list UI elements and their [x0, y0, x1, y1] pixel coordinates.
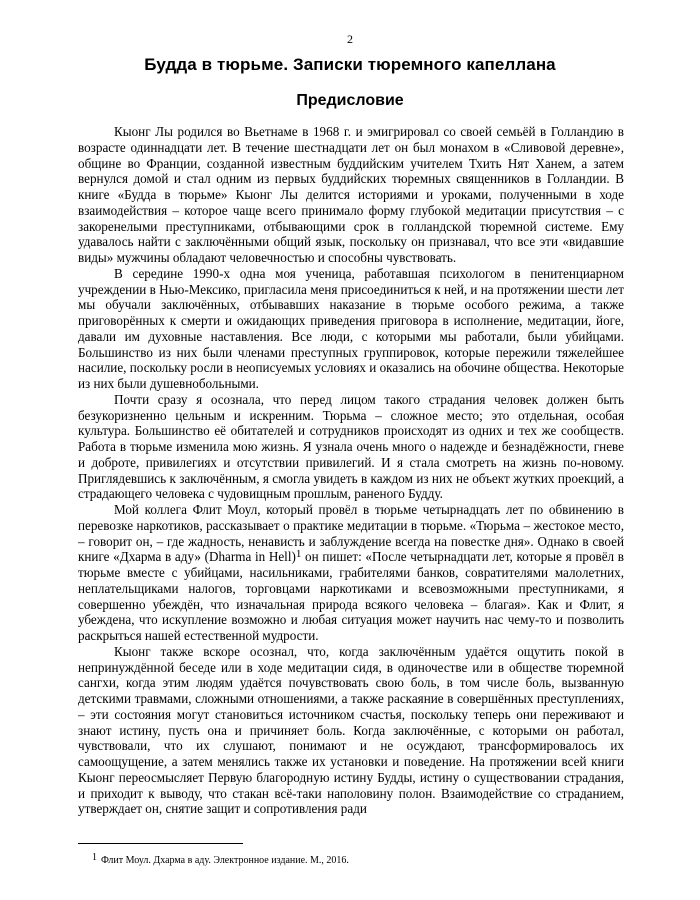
body-text — [78, 124, 624, 817]
paragraph-1: Кыонг Лы родился во Вьетнаме в 1968 г. и эмигрировал со своей семьёй в Голландию в возрасте одиннадцати лет. В течение шестнадцати лет он был монахом в «Сливовой деревне», общине во Франции, созданной известным буддийским учителем Тхить Нят Ханем, а затем вернулся домой и стал одним из первых буддийских тюремных священников в Голландии. В книге «Будда в тюрьме» Кыонг Лы делится историями и уроками, полученными в ходе взаимодействия – которое чаще всего принимало форму глубокой медитации присутствия – с закоренелыми преступниками, отбывающими срок в голландской тюремной системе. Ему удавалось найти с заключёнными общий язык, поскольку он признавал, что все эти «видавшие виды» мужчины обладают человечностью и способны чувствовать. — [78, 124, 624, 265]
paragraph-4 — [78, 502, 624, 644]
page-number: 2 — [347, 32, 353, 46]
footnote-divider — [78, 843, 243, 844]
chapter-title: Предисловие — [296, 92, 404, 109]
paragraph-5: Кыонг также вскоре осознал, что, когда заключённым удаётся ощутить покой в непринуждённой беседе или в ходе медитации сидя, в одиночестве или в обществе тюремной сангхи, когда этим людям удаётся почувствовать свою боль, в том числе боль, вызванную детскими травмами, сложными отношениями, а также раскаяние в совершённых преступлениях, – эти состояния могут становиться источником счастья, поскольку теперь они переживают и знают истину, пусть она и причиняет боль. Когда заключённые, с которыми он работал, чувствовали, что их слушают, понимают и не осуждают, трансформировалось их самоощущение, а затем менялись также их установки и поведение. На протяжении всей книги Кыонг переосмысляет Первую благородную истину Будды, истину о существовании страдания, и приходит к выводу, что стакан всё-таки наполовину полон. Взаимодействие со страданием, утверждает он, снятие защит и сопротивления ради — [78, 643, 624, 817]
paragraph-4-start: Мой коллега Флит Моул, который провёл в тюрьме четырнадцать лет по обвинению в перевозке наркотиков, рассказывает о практике медитации в тюрьме. «Тюрьма – жестокое место, – говорит он, – где жадность, ненависть и заблуждение всегда на повестке дня». Однако в своей книге «Дхарма в аду» (Dharma in Hell) — [78, 502, 624, 565]
paragraph-3: Почти сразу я осознала, что перед лицом такого страдания человек должен быть безукоризненно цельным и искренним. Тюрьма – сложное место; это отдельная, особая культура. Большинство её обитателей и сотрудников происходят из одних и тех же сообществ. Работа в тюрьме изменила мою жизнь. Я узнала очень много о надежде и безнадёжности, гневе и доброте, привилегиях и отсутствии привилегий. И я стала смотреть на жизнь по-новому. Приглядевшись к заключённым, я смогла увидеть в каждом из них не объект жутких проекций, а страдающего человека с чудовищным прошлым, раненого Будду. — [78, 391, 624, 502]
footnote — [92, 852, 349, 866]
footnote-reference[interactable]: 1 — [295, 548, 302, 561]
footnote-number: 1 — [92, 852, 97, 863]
paragraph-2: В середине 1990-х одна моя ученица, работавшая психологом в пенитенциарном учреждении в Нью-Мексико, пригласила меня присоединиться к ней, и на протяжении шести лет мы обучали заключённых, отбывавших наказание в тюрьме особого режима, а также приговорённых к смерти и ожидающих приведения приговора в исполнение, медитации, йоге, давали им духовные наставления. Все люди, с которыми мы работали, были убийцами. Большинство из них были членами преступных группировок, которые пережили тяжелейшее насилие, поскольку росли в неописуемых условиях и оказались на обочине общества. Некоторые из них были душевнобольными. — [78, 265, 624, 391]
footnote-text: Флит Моул. Дхарма в аду. Электронное издание. М., 2016. — [101, 855, 349, 866]
paragraph-4-end: он пишет: «После четырнадцати лет, которые я провёл в тюрьме вместе с убийцами, насильниками, грабителями банков, совратителями малолетних, неплательщиками налогов, торговцами наркотиками и всевозможными преступниками, я совершенно убеждён, что изначальная природа всякого человека – благая». Как и Флит, я убеждена, что искупление возможно и любая ситуация может научить нас чему-то и позволить раскрыться нашей естественной мудрости. — [78, 549, 624, 643]
book-title: Будда в тюрьме. Записки тюремного капеллана — [144, 55, 556, 74]
